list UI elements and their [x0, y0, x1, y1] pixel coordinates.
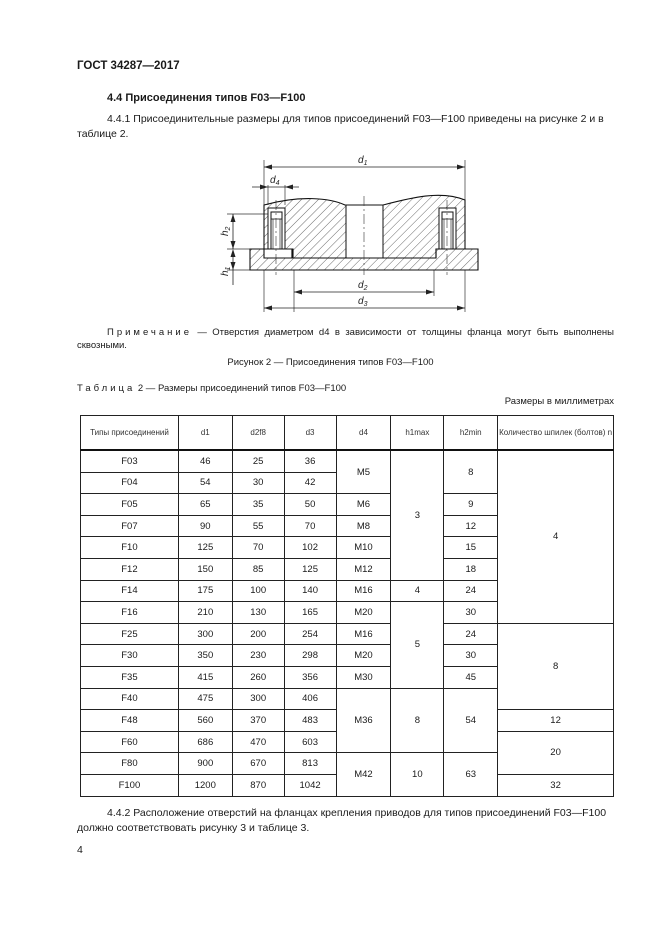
cell-d1: 415: [178, 666, 232, 688]
cell-d3: 102: [284, 537, 336, 559]
cell-d4: M12: [336, 558, 391, 580]
cell-d2: 70: [232, 537, 284, 559]
cell-qty: 32: [498, 774, 614, 796]
cell-d1: 175: [178, 580, 232, 602]
cell-h2: 15: [444, 537, 498, 559]
label-d4: $d_4$: [270, 175, 280, 187]
cell-d2: 100: [232, 580, 284, 602]
cell-d1: 125: [178, 537, 232, 559]
cell-h2: 24: [444, 580, 498, 602]
cell-d1: 54: [178, 472, 232, 494]
cell-d1: 300: [178, 623, 232, 645]
cell-d3: 603: [284, 731, 336, 753]
cell-d3: 406: [284, 688, 336, 710]
cell-type: F12: [81, 558, 179, 580]
header-qty: Количество шпилек (болтов) n: [498, 416, 614, 451]
cell-qty: 4: [498, 450, 614, 623]
cell-d1: 1200: [178, 774, 232, 796]
cell-h1: 10: [391, 753, 444, 796]
table-row: [81, 450, 614, 472]
cell-d3: 50: [284, 494, 336, 516]
table-caption: Таблица 2 — Размеры присоединений типов F03—F100: [77, 383, 347, 394]
cell-d4: M5: [336, 450, 391, 494]
cell-h1: 8: [391, 688, 444, 753]
cell-d2: 470: [232, 731, 284, 753]
cell-h2: 30: [444, 645, 498, 667]
cell-d3: 298: [284, 645, 336, 667]
cell-type: F40: [81, 688, 179, 710]
cell-qty: 20: [498, 731, 614, 774]
label-h1: $h_1$: [220, 266, 232, 276]
cell-d2: 670: [232, 753, 284, 775]
cell-h1: 5: [391, 602, 444, 688]
cell-d4: M8: [336, 515, 391, 537]
cell-h2: 45: [444, 666, 498, 688]
cell-type: F04: [81, 472, 179, 494]
cell-d1: 350: [178, 645, 232, 667]
cell-d2: 870: [232, 774, 284, 796]
cell-h2: 9: [444, 494, 498, 516]
cell-d4: M20: [336, 645, 391, 667]
header-types: Типы присоединений: [81, 416, 179, 451]
cell-d4: M42: [336, 753, 391, 796]
cell-h2: 18: [444, 558, 498, 580]
header-d3: d3: [284, 416, 336, 451]
table-units: Размеры в миллиметрах: [504, 396, 614, 407]
paragraph-4-4-2: 4.4.2 Расположение отверстий на фланцах крепления приводов для типов присоединений F03—F100 должно соответствовать рисунку 3 и таблице 3.: [77, 807, 607, 834]
cell-type: F30: [81, 645, 179, 667]
cell-d3: 356: [284, 666, 336, 688]
cell-d2: 300: [232, 688, 284, 710]
cell-d1: 475: [178, 688, 232, 710]
cell-d3: 254: [284, 623, 336, 645]
cell-d3: 483: [284, 710, 336, 732]
table-row: [81, 623, 614, 645]
paragraph-4-4-1: 4.4.1 Присоединительные размеры для типов присоединений F03—F100 приведены на рисунке 2 и в таблице 2.: [77, 113, 604, 140]
cell-type: F10: [81, 537, 179, 559]
cell-d1: 210: [178, 602, 232, 624]
cell-d1: 900: [178, 753, 232, 775]
cell-qty: 8: [498, 623, 614, 709]
figure-caption: Рисунок 2 — Присоединения типов F03—F100: [227, 357, 434, 368]
table-header-row: [81, 416, 614, 451]
cell-d3: 813: [284, 753, 336, 775]
cell-d1: 90: [178, 515, 232, 537]
cell-d2: 230: [232, 645, 284, 667]
cell-type: F80: [81, 753, 179, 775]
cell-d2: 200: [232, 623, 284, 645]
cell-h2: 63: [444, 753, 498, 796]
cell-d3: 36: [284, 450, 336, 472]
dimensions-table: [80, 415, 614, 797]
header-d4: d4: [336, 416, 391, 451]
cell-qty: 12: [498, 710, 614, 732]
cell-d4: M30: [336, 666, 391, 688]
cell-type: F05: [81, 494, 179, 516]
cell-d1: 686: [178, 731, 232, 753]
cell-d4: M36: [336, 688, 391, 753]
cell-d2: 30: [232, 472, 284, 494]
cell-d2: 25: [232, 450, 284, 472]
cell-d1: 150: [178, 558, 232, 580]
cell-h2: 12: [444, 515, 498, 537]
cell-type: F07: [81, 515, 179, 537]
cell-d2: 370: [232, 710, 284, 732]
header-d2: d2f8: [232, 416, 284, 451]
cell-d3: 42: [284, 472, 336, 494]
label-h2: $h_2$: [220, 226, 232, 236]
cell-type: F03: [81, 450, 179, 472]
cell-d3: 125: [284, 558, 336, 580]
cell-type: F48: [81, 710, 179, 732]
cell-type: F16: [81, 602, 179, 624]
cell-d4: M20: [336, 602, 391, 624]
cell-d3: 70: [284, 515, 336, 537]
cell-d3: 1042: [284, 774, 336, 796]
cell-d2: 85: [232, 558, 284, 580]
header-h2: h2min: [444, 416, 498, 451]
cell-type: F100: [81, 774, 179, 796]
cell-h2: 8: [444, 450, 498, 494]
cell-d2: 260: [232, 666, 284, 688]
cell-d4: M16: [336, 580, 391, 602]
section-title: 4.4 Присоединения типов F03—F100: [107, 92, 306, 104]
page-number: 4: [77, 844, 83, 856]
cell-h1: 3: [391, 450, 444, 580]
cell-type: F14: [81, 580, 179, 602]
cell-d3: 165: [284, 602, 336, 624]
cell-d1: 46: [178, 450, 232, 472]
cell-type: F60: [81, 731, 179, 753]
cell-h2: 30: [444, 602, 498, 624]
cell-d2: 55: [232, 515, 284, 537]
label-d1: $d_1$: [358, 155, 368, 167]
header-h1: h1max: [391, 416, 444, 451]
cell-d4: M10: [336, 537, 391, 559]
cell-type: F35: [81, 666, 179, 688]
label-d2: $d_2$: [358, 280, 368, 292]
label-d3: $d_3$: [358, 296, 368, 308]
header-d1: d1: [178, 416, 232, 451]
figure-2-drawing: [0, 0, 661, 330]
cell-d1: 560: [178, 710, 232, 732]
cell-h2: 24: [444, 623, 498, 645]
cell-d1: 65: [178, 494, 232, 516]
cell-h1: 4: [391, 580, 444, 602]
figure-note: Примечание — Отверстия диаметром d4 в зависимости от толщины фланца могут быть выполнены сквозными.: [77, 327, 614, 351]
cell-d3: 140: [284, 580, 336, 602]
cell-d4: M16: [336, 623, 391, 645]
cell-d2: 35: [232, 494, 284, 516]
cell-h2: 54: [444, 688, 498, 753]
cell-d4: M6: [336, 494, 391, 516]
cell-type: F25: [81, 623, 179, 645]
cell-d2: 130: [232, 602, 284, 624]
standard-number: ГОСТ 34287—2017: [77, 60, 180, 72]
